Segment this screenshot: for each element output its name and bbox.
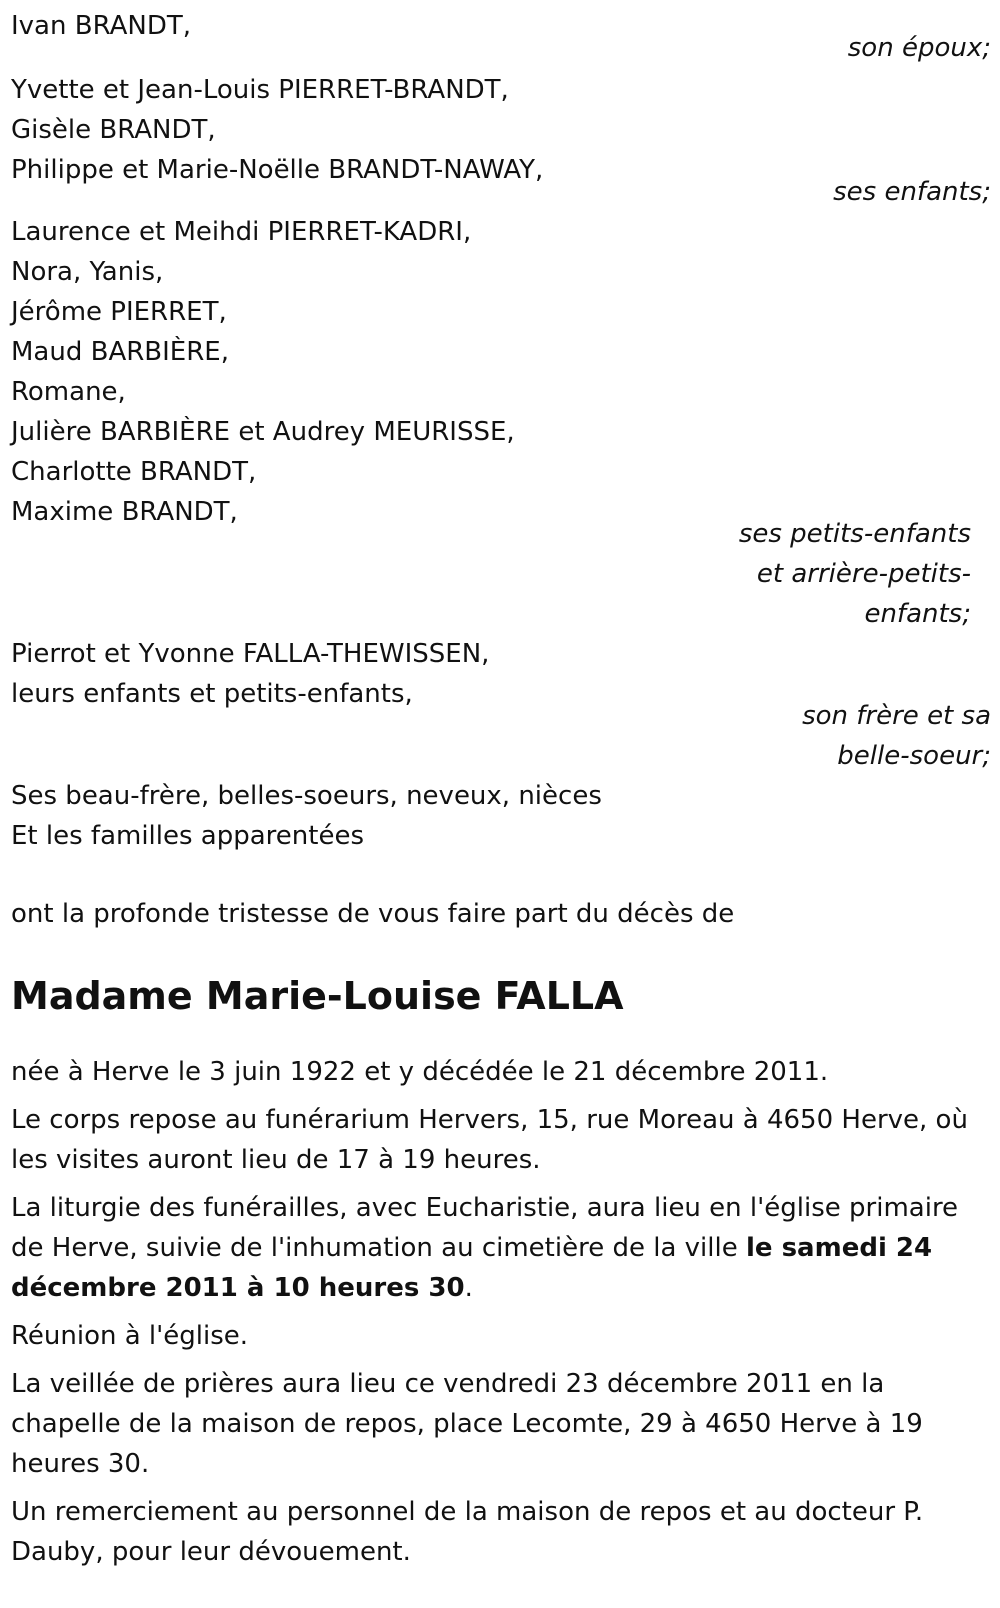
family-name-line: Pierrot et Yvonne FALLA-THEWISSEN, [11,639,490,669]
family-group-children [11,70,991,212]
family-name-line: Julière BARBIÈRE et Audrey MEURISSE, [11,417,515,447]
family-name-line: Nora, Yanis, [11,257,164,287]
birth-death-paragraph: née à Herve le 3 juin 1922 et y décédée le 21 décembre 2011. [11,1057,829,1087]
family-role-label: ses enfants; [833,177,991,207]
liturgy-paragraph [11,1188,971,1308]
family-name-line: Maud BARBIÈRE, [11,337,229,367]
family-group-spouse [11,6,991,68]
extended-family [11,776,991,856]
liturgy-end: . [464,1273,473,1303]
liturgy-date: le samedi 24 décembre 2011 à 10 heures 30 [11,1233,933,1303]
family-name-line: Laurence et Meihdi PIERRET-KADRI, [11,217,472,247]
obituary-notice [11,6,991,1580]
family-name-line: Philippe et Marie-Noëlle BRANDT-NAWAY, [11,155,544,185]
family-group-siblings [11,634,991,776]
family-group-grandchildren [11,212,991,634]
family-name-line: Jérôme PIERRET, [11,297,227,327]
deceased-name-heading: Madame Marie-Louise FALLA [11,974,624,1018]
family-role-label: ses petits-enfants et arrière-petits- enfants; [738,519,971,629]
extended-family-line: Et les familles apparentées [11,821,365,851]
family-role-label: son frère et sa belle-soeur; [802,701,991,771]
family-name-line: leurs enfants et petits-enfants, [11,679,413,709]
thanks-paragraph: Un remerciement au personnel de la maison de repos et au docteur P. Dauby, pour leur dévouement. [11,1497,924,1567]
family-name-line: Yvette et Jean-Louis PIERRET-BRANDT, [11,75,509,105]
family-name-line: Charlotte BRANDT, [11,457,257,487]
family-role-label: son époux; [847,33,991,63]
meeting-paragraph: Réunion à l'église. [11,1321,249,1351]
vigil-paragraph: La veillée de prières aura lieu ce vendredi 23 décembre 2011 en la chapelle de la maison de repos, place Lecomte, 29 à 4650 Herve à 19 heures 30. [11,1369,923,1479]
liturgy-text: La liturgie des funérailles, avec Eucharistie, aura lieu en l'église primaire de Herve, suivie de l'inhumation au cimetière de la ville [11,1193,959,1263]
family-name-line: Maxime BRANDT, [11,497,238,527]
family-name-line: Gisèle BRANDT, [11,115,216,145]
family-name-line: Ivan BRANDT, [11,11,191,41]
funerarium-paragraph: Le corps repose au funérarium Hervers, 15, rue Moreau à 4650 Herve, où les visites auront lieu de 17 à 19 heures. [11,1105,968,1175]
extended-family-line: Ses beau-frère, belles-soeurs, neveux, nièces [11,781,602,811]
family-name-line: Romane, [11,377,126,407]
announcement-text: ont la profonde tristesse de vous faire part du décès de [11,899,735,929]
